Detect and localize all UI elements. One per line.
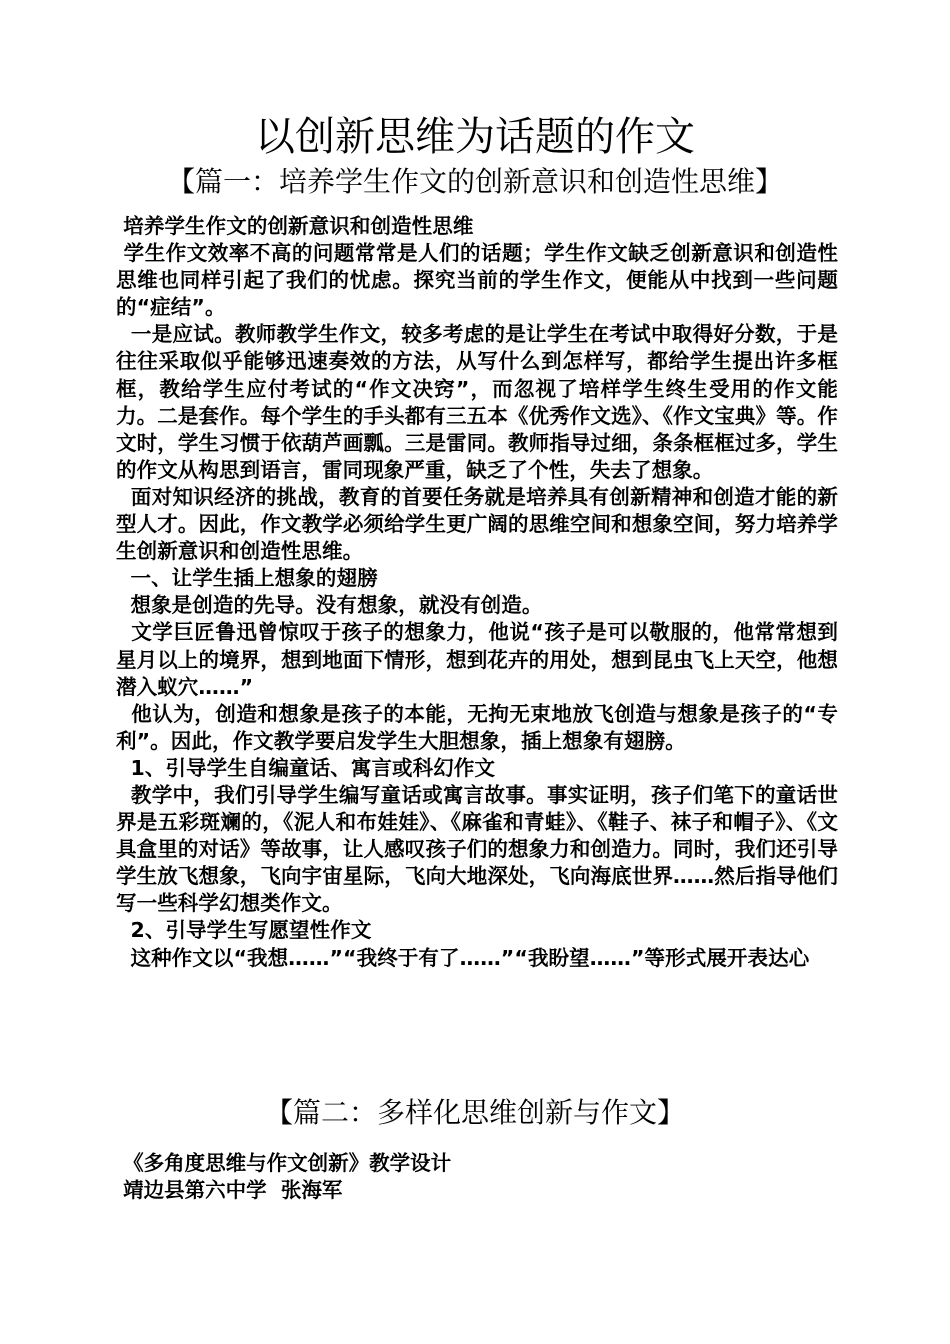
- paragraph: 靖边县第六中学 张海军: [116, 1178, 343, 1202]
- subheading: 2、引导学生写愿望性作文: [116, 918, 372, 943]
- paragraph: 《多角度思维与作文创新》教学设计: [116, 1151, 452, 1175]
- paragraph: 学生作文效率不高的问题常常是人们的话题；学生作文缺乏创新意识和创造性思维也同样引起了我们的忧虑。探究当前的学生作文，便能从中找到一些问题的“症结”。: [116, 241, 838, 320]
- paragraph: 这种作文以“我想……”“我终于有了……”“我盼望……”等形式展开表达心: [116, 945, 810, 970]
- paragraph: 教学中，我们引导学生编写童话或寓言故事。事实证明，孩子们笔下的童话世界是五彩斑斓的，《泥人和布娃娃》、《麻雀和青蛙》、《鞋子、袜子和帽子》、《文具盒里的对话》等故事，让人感叹孩子们的想象力和创造力。同时，我们还引导学生放飞想象，飞向宇宙星际，飞向大地深处，飞向海底世界……然后指导他们写一些科学幻想类作文。: [116, 782, 838, 916]
- section-2-body: [116, 1150, 838, 1204]
- paragraph: 一是应试。教师教学生作文，较多考虑的是让学生在考试中取得好分数，于是往往采取似乎能够迅速奏效的方法，从写什么到怎样写，都给学生提出许多框框，教给学生应付考试的“作文决窍”，而忽视了培样学生终生受用的作文能力。二是套作。每个学生的手头都有三五本《优秀作文选》、《作文宝典》等。作文时，学生习惯于依葫芦画瓢。三是雷同。教师指导过细，条条框框过多，学生的作文从构思到语言，雷同现象严重，缺乏了个性，失去了想象。: [116, 322, 838, 482]
- section-1-body: [116, 213, 838, 972]
- paragraph: 文学巨匠鲁迅曾惊叹于孩子的想象力，他说“孩子是可以敬服的，他常常想到星月以上的境界，想到地面下情形，想到花卉的用处，想到昆虫飞上天空，他想潜入蚁穴……”: [116, 620, 839, 699]
- paragraph: 想象是创造的先导。没有想象，就没有创造。: [116, 593, 543, 618]
- section-2-heading: 【篇二：多样化思维创新与作文】: [264, 1096, 685, 1129]
- subheading: 一、让学生插上想象的翅膀: [116, 566, 378, 591]
- document-title: 以创新思维为话题的作文: [255, 114, 695, 160]
- paragraph: 面对知识经济的挑战，教育的首要任务就是培养具有创新精神和创造才能的新型人才。因此，作文教学必须给学生更广阔的思维空间和想象空间，努力培养学生创新意识和创造性思维。: [116, 484, 838, 564]
- paragraph: 培养学生作文的创新意识和创造性思维: [116, 214, 474, 238]
- section-1-heading: 【篇一：培养学生作文的创新意识和创造性思维】: [166, 165, 783, 198]
- paragraph: 他认为，创造和想象是孩子的本能，无拘无束地放飞创造与想象是孩子的“专利”。因此，作文教学要启发学生大胆想象，插上想象有翅膀。: [116, 701, 839, 753]
- subheading: 1、引导学生自编童话、寓言或科幻作文: [116, 755, 496, 780]
